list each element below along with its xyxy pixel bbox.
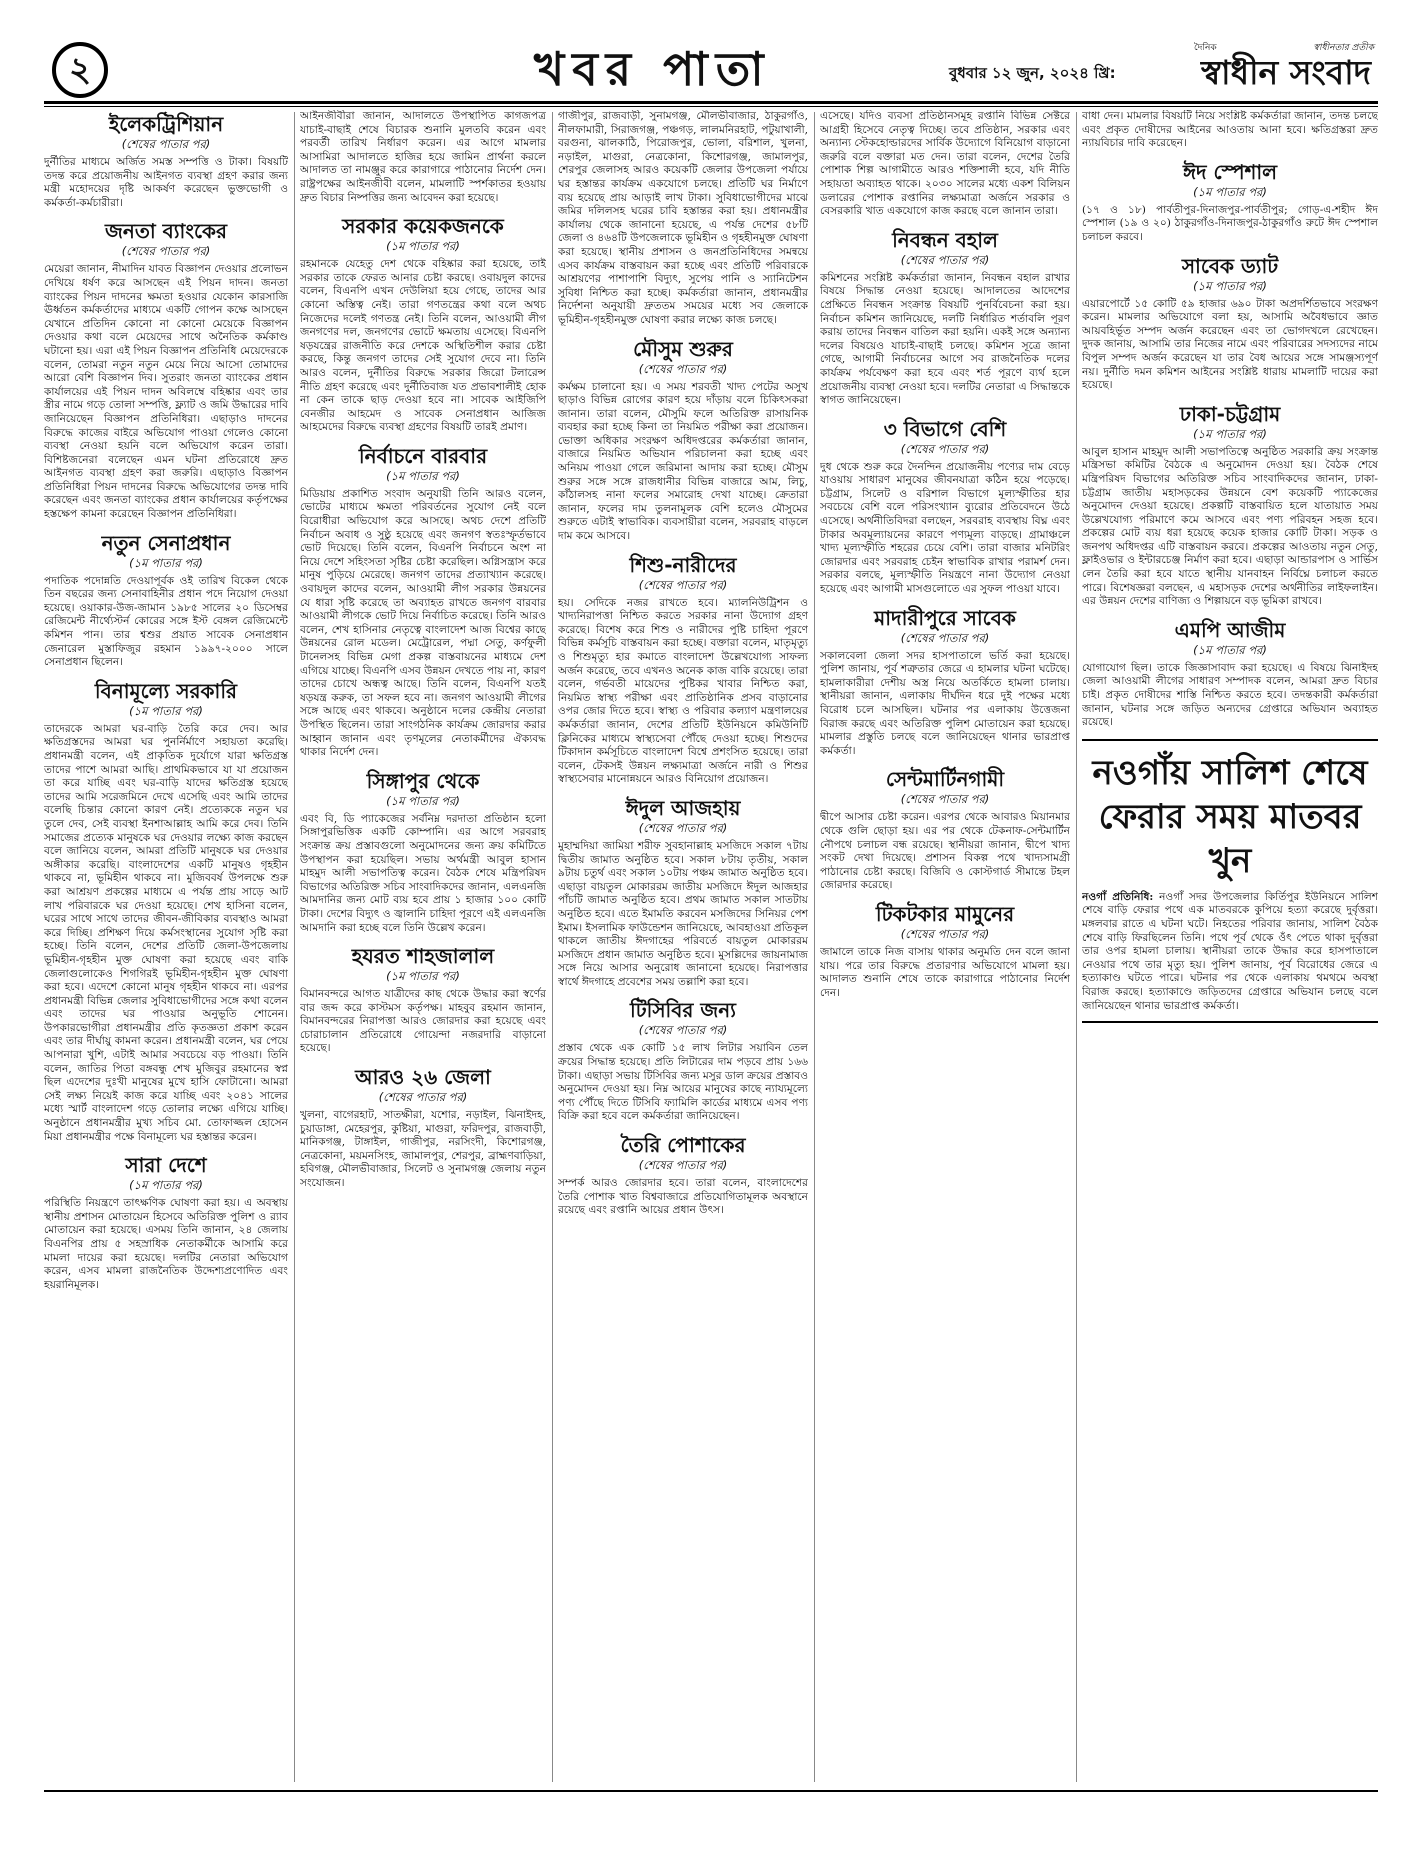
column-divider	[294, 112, 295, 1782]
story-body: কমিশনের সংশ্লিষ্ট কর্মকর্তারা জানান, নিবন্ধন বহাল রাখার বিষয়ে সিদ্ধান্ত নেওয়া হয়েছে। আদালতের আদেশের প্রেক্ষিতে নিবন্ধন সংক্রান্ত বিষয়টি পুনর্বিবেচনা করা হয়। নির্বাচন কমিশন জানিয়েছে, দলটি নির্ধারিত শর্তাবলি পূরণ করায় তাদের নিবন্ধন বাতিল করা হয়নি। একই সঙ্গে অন্যান্য দলের বিষয়েও যাচাই-বাছাই চলছে। কমিশন সূত্রে জানা গেছে, আগামী নির্বাচনের আগে সব রাজনৈতিক দলের কার্যক্রম পর্যবেক্ষণ করা হবে এবং শর্ত পূরণে ব্যর্থ হলে প্রয়োজনীয় ব্যবস্থা নেওয়া হবে। দলটির নেতারা এ সিদ্ধান্তকে স্বাগত জানিয়েছেন।	[820, 271, 1070, 407]
story-body: গাজীপুর, রাজবাড়ী, সুনামগঞ্জ, মৌলভীবাজার, ঠাকুরগাঁও, নীলফামারী, সিরাজগঞ্জ, পঞ্চগড়, লালমনিরহাট, পটুয়াখালী, বরগুনা, ঝালকাঠি, পিরোজপুর, ভোলা, বরিশাল, খুলনা, নড়াইল, মাগুরা, নেত্রকোনা, কিশোরগঞ্জ, জামালপুর, শেরপুর জেলাসহ আরও কয়েকটি জেলার উপজেলা পর্যায়ে ঘর হস্তান্তর কার্যক্রম একযোগে চলছে। প্রতিটি ঘর নির্মাণে ব্যয় হয়েছে প্রায় আড়াই লাখ টাকা। সুবিধাভোগীদের মাঝে জমির দলিলসহ ঘরের চাবি হস্তান্তর করা হয়। প্রধানমন্ত্রীর কার্যালয় থেকে জানানো হয়েছে, এ পর্যন্ত দেশের ৫৮টি জেলা ও ৪৬৪টি উপজেলাকে ভূমিহীন ও গৃহহীনমুক্ত ঘোষণা করা হয়েছে। স্থানীয় প্রশাসন ও জনপ্রতিনিধিদের সমন্বয়ে এসব কার্যক্রম বাস্তবায়ন করা হচ্ছে এবং প্রতিটি পরিবারকে আশ্রয়ণের পাশাপাশি বিদ্যুৎ, সুপেয় পানি ও স্যানিটেশন সুবিধা নিশ্চিত করা হচ্ছে। কর্মকর্তারা জানান, প্রধানমন্ত্রীর নির্দেশনা অনুযায়ী দ্রুততম সময়ের মধ্যে সব জেলাকে ভূমিহীন-গৃহহীনমুক্ত ঘোষণা করার লক্ষ্যে কাজ চলছে।	[558, 110, 808, 326]
story-headline: ঢাকা-চট্টগ্রাম	[1179, 401, 1281, 426]
continuation-note: (শেষের পাতার পর)	[638, 361, 728, 376]
story-body: জামালে তাকে নিজ বাসায় থাকার অনুমতি দেন বলে জানা যায়। পরে তার বিরুদ্ধে প্রতারণার অভিযোগে মামলা হয়। আদালত শুনানি শেষে তাকে কারাগারে পাঠানোর নির্দেশ দেন।	[820, 945, 1070, 999]
story-headline: টিকটকার মামুনের	[875, 901, 1015, 926]
story-headline: ঈদুল আজহায়	[625, 795, 741, 820]
feature-body	[1082, 891, 1378, 1013]
story-headline: সরকার কয়েকজনকে	[342, 214, 504, 239]
continuation-note: (শেষের পাতার পর)	[900, 252, 990, 267]
continuation-note: (শেষের পাতার পর)	[378, 1090, 468, 1105]
feature-story	[1082, 739, 1378, 1023]
header-rule-thin	[44, 106, 1378, 107]
continuation-note: (১ম পাতার পর)	[386, 969, 460, 984]
story-headline: ঈদ স্পেশাল	[1182, 159, 1278, 184]
story-body: মেয়েরা জানান, নীমাদিন যাবত বিজ্ঞাপন দেওয়ার প্রলোভন দেখিয়ে ধর্ষণ করে আসছেন এই পিয়ন দাদন। জনতা ব্যাংকের পিয়ন দাদনের ক্ষমতা হওয়ার যেকোন কারসাজি ঊর্ধ্বতন কর্মকর্তাদের মাধ্যমে একটি গোপন কক্ষে আসছেন যেখানে প্রতিদিন কোনো না কোনো মেয়েকে বিজ্ঞাপন দেওয়ার কথা বলে মেয়েদের সাথে অনৈতিক কর্মকাণ্ড ঘটানো হয়। এরা এই পিয়ন বিজ্ঞাপন প্রতিনিধি মেয়েদেরকে বলেন, তোমরা নতুন নতুন মেয়ে নিয়ে আসো তোমাদের আরো বেশি বিজ্ঞাপন দিব। সুতরাং জনতা ব্যাংকের প্রধান কার্যালয়ের এই পিয়ন দাদন অবিলম্বে বহিষ্কার এবং তার স্ত্রীর নামে গড়ে তোলা সম্পত্তি, ফ্ল্যাট ও জমি উদ্ধারের দাবি জানিয়েছেন বিজ্ঞাপন প্রতিনিধিরা। এছাড়াও দাদনের বিরুদ্ধে কাজের বাইরে অভিযোগ পাওয়া গেলেও কোনো ব্যবস্থা নেওয়া হয়নি বলে অভিযোগ করেন তারা। বিশিষ্টজনেরা বলেছেন এমন ঘটনা প্রতিরোধে দ্রুত আইনগত ব্যবস্থা গ্রহণ করা জরুরি। এছাড়াও বিজ্ঞাপন প্রতিনিধিরা পিয়ন দাদনের বিরুদ্ধে অভিযোগের তদন্ত দাবি করেছেন এবং জনতা ব্যাংকের প্রধান কার্যালয়ের কর্তৃপক্ষের হস্তক্ষেপ কামনা করেছেন বিজ্ঞাপন প্রতিনিধিরা।	[44, 263, 288, 521]
continuation-note: (১ম পাতার পর)	[129, 1178, 203, 1193]
story-body: এবং বি, ডি প্যাকেজের সর্বনিম্ন দরদাতা প্রতিষ্ঠান হলো সিঙ্গাপুরভিত্তিক একটি কোম্পানি। এর আগে সরবরাহ সংক্রান্ত ক্রয় প্রস্তাবগুলো অনুমোদনের জন্য ক্রয় কমিটিতে উপস্থাপন করা হয়েছিল। সভায় অর্থমন্ত্রী আবুল হাসান মাহমুদ আলী সভাপতিত্ব করেন। বৈঠক শেষে মন্ত্রিপরিষদ বিভাগের অতিরিক্ত সচিব সাংবাদিকদের জানান, এলএনজি আমদানির জন্য মোট ব্যয় হবে প্রায় ১ হাজার ১০০ কোটি টাকা। দেশের বিদ্যুৎ ও জ্বালানি চাহিদা পূরণে এই এলএনজি আমদানি করা হচ্ছে বলে তিনি উল্লেখ করেন।	[300, 812, 546, 934]
story-body: কর্মক্ষম চালানো হয়। এ সময় শরবতী খাদ্য পেটের অসুখ ছাড়াও বিভিন্ন রোগের কারণ হয়ে দাঁড়ায় বলে চিকিৎসকরা জানান। তারা বলেন, মৌসুমি ফলে অতিরিক্ত রাসায়নিক ব্যবহার করা হচ্ছে কিনা তা নিয়মিত পরীক্ষা করা প্রয়োজন। ভোক্তা অধিকার সংরক্ষণ অধিদপ্তরের কর্মকর্তারা জানান, বাজারে নিয়মিত অভিযান পরিচালনা করা হচ্ছে এবং অনিয়ম পাওয়া গেলে জরিমানা আদায় করা হচ্ছে। মৌসুম শুরুর সঙ্গে সঙ্গে রাজধানীর বিভিন্ন বাজারে আম, লিচু, কাঁঠালসহ নানা ফলের সমারোহ দেখা যাচ্ছে। ক্রেতারা জানান, ফলের দাম তুলনামূলক বেশি হলেও মৌসুমের শুরুতে এটাই স্বাভাবিক। ব্যবসায়ীরা বলেন, সরবরাহ বাড়লে দাম কমে আসবে।	[558, 380, 808, 543]
story-headline: জনতা ব্যাংকের	[105, 219, 227, 244]
continuation-note: (১ম পাতার পর)	[1193, 642, 1267, 657]
story-body: হয়। সেদিকে নজর রাখতে হবে। ম্যালনিউট্রিশন ও খাদ্যনিরাপত্তা নিশ্চিত করতে সরকার নানা উদ্যোগ গ্রহণ করেছে। বিশেষ করে শিশু ও নারীদের পুষ্টি চাহিদা পূরণে বিভিন্ন কর্মসূচি বাস্তবায়ন করা হচ্ছে। বক্তারা বলেন, মাতৃমৃত্যু ও শিশুমৃত্যু হার কমাতে বাংলাদেশ উল্লেখযোগ্য সাফল্য অর্জন করেছে, তবে এখনও অনেক কাজ বাকি রয়েছে। তারা বলেন, গর্ভবতী মায়েদের পুষ্টিকর খাবার নিশ্চিত করা, নিয়মিত স্বাস্থ্য পরীক্ষা এবং প্রাতিষ্ঠানিক প্রসব বাড়ানোর ওপর জোর দিতে হবে। স্বাস্থ্য ও পরিবার কল্যাণ মন্ত্রণালয়ের কর্মকর্তারা জানান, দেশের প্রতিটি ইউনিয়নে কমিউনিটি ক্লিনিকের মাধ্যমে স্বাস্থ্যসেবা পৌঁছে দেওয়া হচ্ছে। শিশুদের টিকাদান কর্মসূচিতে বাংলাদেশ বিশ্বে প্রশংসিত হয়েছে। তারা বলেন, টেকসই উন্নয়ন লক্ষ্যমাত্রা অর্জনে নারী ও শিশুর স্বাস্থ্যসেবার মানোন্নয়নে আরও বিনিয়োগ প্রয়োজন।	[558, 596, 808, 786]
continuation-note: (শেষের পাতার পর)	[638, 1023, 728, 1038]
column-divider	[814, 112, 815, 1782]
story-headline: ৩ বিভাগে বেশি	[883, 416, 1007, 441]
page-number-badge: ২	[52, 42, 108, 98]
brand-name: স্বাধীন সংবাদ	[1200, 53, 1372, 92]
story-body: বিমানবন্দরে আগত যাত্রীদের কাছ থেকে উদ্ধার করা স্বর্ণের বার জব্দ করে কাস্টমস কর্তৃপক্ষ। মাহবুব রহমান জানান, বিমানবন্দরের নিরাপত্তা আরও জোরদার করা হয়েছে এবং চোরাচালান প্রতিরোধে গোয়েন্দা নজরদারি বাড়ানো হয়েছে।	[300, 988, 546, 1055]
news-story	[44, 219, 288, 521]
story-headline: ইলেকট্রিশিয়ান	[108, 112, 224, 136]
news-story	[300, 1065, 546, 1191]
story-body: দ্বীপে আসার চেষ্টা করেন। এরপর থেকে আবারও মিয়ানমার থেকে গুলি ছোড়া হয়। এর পর থেকে টেকনাফ-সেন্টমার্টিন নৌপথে চলাচল বন্ধ রয়েছে। স্থানীয়রা জানান, দ্বীপে খাদ্য সংকট দেখা দিয়েছে। প্রশাসন বিকল্প পথে খাদ্যসামগ্রী পাঠানোর চেষ্টা করছে। বিজিবি ও কোস্টগার্ড সীমান্তে টহল জোরদার করেছে।	[820, 811, 1070, 892]
continuation-note: (১ম পাতার পর)	[386, 468, 460, 483]
story-headline: মাদারীপুরে সাবেক	[874, 605, 1016, 630]
story-body: এয়ারপোর্টে ১৫ কোটি ৫৯ হাজার ৬৯০ টাকা অপ্রদর্শিতভাবে সংরক্ষণ করেন। মামলার অভিযোগে বলা হয়, আসামি অবৈধভাবে জ্ঞাত আয়বহির্ভূত সম্পদ অর্জন করেছেন এবং তা ভোগদখলে রেখেছেন। দুদক জানায়, আসামি তার নিজের নামে এবং পরিবারের সদস্যদের নামে বিপুল সম্পদ অর্জন করেছেন যা তার বৈধ আয়ের সঙ্গে সামঞ্জস্যপূর্ণ নয়। দুর্নীতি দমন কমিশন আইনের সংশ্লিষ্ট ধারায় মামলাটি দায়ের করা হয়েছে।	[1082, 297, 1378, 392]
story-headline: বিনামূল্যে সরকারি	[94, 678, 238, 703]
story-body: যোগাযোগ ছিল। তাকে জিজ্ঞাসাবাদ করা হয়েছে। এ বিষয়ে ঝিনাইদহ জেলা আওয়ামী লীগের সাধারণ সম্পাদক বলেন, আমরা দ্রুত বিচার চাই। প্রকৃত দোষীদের শাস্তি নিশ্চিত করতে হবে। তদন্তকারী কর্মকর্তারা জানান, ঘটনার সঙ্গে জড়িত অন্যদের গ্রেপ্তারে অভিযান অব্যাহত রয়েছে।	[1082, 661, 1378, 729]
story-headline: সাবেক ড্যাট	[1181, 253, 1279, 278]
newspaper-logo	[1194, 40, 1378, 98]
news-story	[558, 796, 808, 990]
issue-date: বুধবার ১২ জুন, ২০২৪ খ্রি:	[949, 64, 1116, 82]
continuation-note: (১ম পাতার পর)	[386, 239, 460, 254]
news-story	[1082, 254, 1378, 393]
continuation-note: (শেষের পাতার পর)	[900, 926, 990, 941]
story-headline: সারা দেশে	[125, 1153, 207, 1178]
story-headline: শিশু-নারীদের	[629, 552, 737, 577]
news-story	[1082, 618, 1378, 730]
story-body: সকালবেলা জেলা সদর হাসপাতালে ভর্তি করা হয়েছে। পুলিশ জানায়, পূর্ব শত্রুতার জেরে এ হামলার ঘটনা ঘটেছে। হামলাকারীরা দেশীয় অস্ত্র নিয়ে অতর্কিতে হামলা চালায়। স্থানীয়রা জানান, এলাকায় দীর্ঘদিন ধরে দুই পক্ষের মধ্যে বিরোধ চলে আসছিল। ঘটনার পর এলাকায় উত্তেজনা বিরাজ করছে এবং অতিরিক্ত পুলিশ মোতায়েন করা হয়েছে। মামলার প্রস্তুতি চলছে বলে জানিয়েছেন থানার ভারপ্রাপ্ত কর্মকর্তা।	[820, 649, 1070, 757]
news-story	[44, 112, 288, 210]
column-divider	[552, 112, 553, 1782]
news-story	[1082, 110, 1378, 151]
story-headline: মৌসুম শুরুর	[633, 336, 733, 361]
column-5	[1082, 110, 1378, 1785]
story-headline: নিবন্ধন বহাল	[892, 227, 998, 252]
story-body: মুহাম্মদিয়া জামিয়া শরীফ সুবহানাল্লাহ মসজিদে সকাল ৭টায় দ্বিতীয় জামাত অনুষ্ঠিত হবে। সকাল ৮টায় তৃতীয়, সকাল ৯টায় চতুর্থ এবং সকাল ১০টায় পঞ্চম জামাত অনুষ্ঠিত হবে। এছাড়া বায়তুল মোকাররম জাতীয় মসজিদে ঈদুল আজহার পাঁচটি জামাত অনুষ্ঠিত হবে। প্রথম জামাত সকাল সাতটায় অনুষ্ঠিত হবে। এতে ইমামতি করবেন মসজিদের সিনিয়র পেশ ইমাম। ইসলামিক ফাউন্ডেশন জানিয়েছে, আবহাওয়া প্রতিকূল থাকলে জাতীয় ঈদগাহের পরিবর্তে বায়তুল মোকাররম মসজিদে প্রধান জামাত অনুষ্ঠিত হবে। মুসল্লিদের জায়নামাজ সঙ্গে নিয়ে আসার অনুরোধ জানানো হয়েছে। নিরাপত্তার স্বার্থে ঈদগাহে প্রবেশের সময় তল্লাশি করা হবে।	[558, 839, 808, 988]
story-headline: টিসিবির জন্য	[629, 998, 736, 1023]
continuation-note: (শেষের পাতার পর)	[900, 441, 990, 456]
news-story	[558, 337, 808, 544]
continuation-note: (শেষের পাতার পর)	[638, 1158, 728, 1173]
header-rule	[44, 101, 1378, 104]
news-story	[300, 214, 546, 435]
column-2	[300, 110, 546, 1785]
news-story	[820, 767, 1070, 893]
column-divider	[1076, 112, 1077, 1782]
news-story	[820, 228, 1070, 408]
story-body: সম্পর্ক আরও জোরদার হবে। তারা বলেন, বাংলাদেশের তৈরি পোশাক খাত বিশ্ববাজারে প্রতিযোগিতামূলক অবস্থানে রয়েছে এবং রপ্তানি আয়ের প্রধান উৎস।	[558, 1177, 808, 1217]
story-body: দুর্নীতির মাধ্যমে অর্জিত সমস্ত সম্পত্তি ও টাকা। বিষয়টি তদন্ত করে প্রয়োজনীয় আইনগত ব্যবস্থা গ্রহণ করার জন্য মন্ত্রী মহোদয়ের দৃষ্টি আকর্ষণ করেছেন ভুক্তভোগী ও কর্মকর্তা-কর্মচারীরা।	[44, 156, 288, 209]
column-3	[558, 110, 808, 1785]
continuation-note: (শেষের পাতার পর)	[121, 137, 211, 151]
section-title: খবর পাতা	[534, 42, 772, 96]
story-headline: আরও ২৬ জেলা	[355, 1065, 491, 1090]
continuation-note: (শেষের পাতার পর)	[900, 792, 990, 807]
masthead	[44, 40, 1378, 98]
news-story	[820, 606, 1070, 759]
news-story	[300, 444, 546, 760]
continuation-note: (শেষের পাতার পর)	[900, 630, 990, 645]
news-story	[1082, 402, 1378, 609]
story-body: পদাতিক পদোন্নতি দেওয়াপূর্বক ওই তারিখ বিকেল থেকে তিন বছরের জন্য সেনাবাহিনীর প্রধান পদে নিয়োগ দেওয়া হয়েছে। ওয়াকার-উজ-জামান ১৯৮৫ সালের ২০ ডিসেম্বর রেজিমেন্ট নীর্থ্যেস্টর্ন কোরের সঙ্গে ইস্ট বেঙ্গল রেজিমেন্টে কমিশন পান। তার শ্বশুর প্রয়াত সাবেক সেনাপ্রধান জেনারেল মুস্তাফিজুর রহমান ১৯৯৭-২০০০ সালে সেনাপ্রধান ছিলেন।	[44, 574, 288, 669]
continuation-note: (১ম পাতার পর)	[1193, 278, 1267, 293]
story-body: তাদেরকে আমরা ঘর-বাড়ি তৈরি করে দেব। আর ক্ষতিগ্রস্তদের আমরা ঘর পুনর্নির্মাণে সহায়তা করেছি। প্রধানমন্ত্রী বলেন, এই প্রাকৃতিক দুর্যোগে যারা ক্ষতিগ্রস্ত তাদের পাশে আমরা আছি। প্রাথমিকভাবে যা যা প্রয়োজন তা করে যাচ্ছি এবং ঘর-বাড়ি যাদের ক্ষতিগ্রস্ত হয়েছে তাদের আমি সরেজমিনে দেখে এসেছি এবং আমি তাদের বলেছি চিন্তার কোনো কারণ নেই। প্রত্যেককে নতুন ঘর তুলে দেব, সেই ব্যবস্থা ইনশাআল্লাহ আমি করে দেব। তিনি সমাজের প্রত্যেক মানুষকে ঘর দেওয়ার লক্ষ্যে কাজ করছেন বলে জানিয়ে বলেন, আমরা প্রতিটি মানুষকে ঘর দেওয়ার অঙ্গীকার করেছি। বাংলাদেশের একটি মানুষও গৃহহীন থাকবে না, ভূমিহীন থাকবে না। মুজিববর্ষ উপলক্ষে শুরু করা আশ্রয়ণ প্রকল্পের মাধ্যমে এ পর্যন্ত প্রায় সাড়ে আট লাখ পরিবারকে ঘর দেওয়া হয়েছে। শেখ হাসিনা বলেন, ঘরের সাথে সাথে তাদের জীবন-জীবিকার ব্যবস্থাও আমরা করে দিচ্ছি। প্রশিক্ষণ দিয়ে কর্মসংস্থানের সুযোগ সৃষ্টি করা হচ্ছে। তিনি বলেন, দেশের প্রতিটি জেলা-উপজেলায় ভূমিহীন-গৃহহীন মুক্ত ঘোষণা করা হয়েছে এবং বাকি জেলাগুলোকেও শিগগিরই ভূমিহীন-গৃহহীন মুক্ত ঘোষণা করা হবে। এদেশে কোনো মানুষ গৃহহীন থাকবে না। এরপর প্রধানমন্ত্রী বিভিন্ন জেলার সুবিধাভোগীদের সঙ্গে কথা বলেন এবং তাদের ঘর পাওয়ার অনুভূতি শোনেন। উপকারভোগীরা প্রধানমন্ত্রীর প্রতি কৃতজ্ঞতা প্রকাশ করেন এবং তার দীর্ঘায়ু কামনা করেন। প্রধানমন্ত্রী বলেন, ঘর পেয়ে আপনারা খুশি, এটাই আমার সবচেয়ে বড় পাওয়া। তিনি বলেন, জাতির পিতা বঙ্গবন্ধু শেখ মুজিবুর রহমানের স্বপ্ন ছিল এদেশের দুঃখী মানুষের মুখে হাসি ফোটানো। আমরা সেই লক্ষ্য নিয়েই কাজ করে যাচ্ছি এবং ২০৪১ সালের মধ্যে স্মার্ট বাংলাদেশ গড়ে তোলার লক্ষ্যে এগিয়ে যাচ্ছি। অনুষ্ঠানে প্রধানমন্ত্রীর মুখ্য সচিব মো. তোফাজ্জল হোসেন মিয়া প্রধানমন্ত্রীর পক্ষে বিনামূল্যে ঘর হস্তান্তর করেন।	[44, 722, 288, 1143]
column-1	[44, 110, 288, 1785]
story-body: দুধ থেকে শুরু করে দৈনন্দিন প্রয়োজনীয় পণ্যের দাম বেড়ে যাওয়ায় সাধারণ মানুষের জীবনযাত্রা কঠিন হয়ে পড়েছে। চট্টগ্রাম, সিলেট ও বরিশাল বিভাগে মূল্যস্ফীতির হার সবচেয়ে বেশি বলে পরিসংখ্যান ব্যুরোর প্রতিবেদনে উঠে এসেছে। অর্থনীতিবিদরা বলছেন, সরবরাহ ব্যবস্থায় বিঘ্ন এবং টাকার অবমূল্যায়নের কারণে পণ্যমূল্য বাড়ছে। গ্রামাঞ্চলে খাদ্য মূল্যস্ফীতি শহরের চেয়ে বেশি। তারা বাজার মনিটরিং জোরদার এবং সরবরাহ চেইন স্বাভাবিক রাখার পরামর্শ দেন। সরকার বলছে, মূল্যস্ফীতি নিয়ন্ত্রণে নানা উদ্যোগ নেওয়া হয়েছে এবং আগামী মাসগুলোতে এর সুফল পাওয়া যাবে।	[820, 460, 1070, 596]
news-story	[44, 1153, 288, 1292]
story-body: রহমানকে যেহেতু দেশ থেকে বহিষ্কার করা হয়েছে, তাই সরকার তাকে ফেরত আনার চেষ্টা করছে। ওবায়দুল কাদের বলেন, বিএনপি এখন দেউলিয়া হয়ে গেছে, তাদের আর কোনো অস্তিত্ব নেই। তারা গণতন্ত্রের কথা বলে অথচ নিজেদের দলেই গণতন্ত্র নেই। তিনি বলেন, আওয়ামী লীগ জনগণের দল, জনগণের ভোটে ক্ষমতায় এসেছে। বিএনপি ষড়যন্ত্রের রাজনীতি করে দেশকে অস্থিতিশীল করার চেষ্টা করছে, কিন্তু জনগণ তাদের সেই সুযোগ দেবে না। তিনি আরও বলেন, দুর্নীতির বিরুদ্ধে সরকার জিরো টলারেন্স নীতি গ্রহণ করেছে এবং দুর্নীতিবাজ যত প্রভাবশালীই হোক না কেন তাকে ছাড় দেওয়া হবে না। সাবেক আইজিপি বেনজীর আহমেদ ও সাবেক সেনাপ্রধান আজিজ আহমেদের বিরুদ্ধে ব্যবস্থা গ্রহণের বিষয়টি তারই প্রমাণ।	[300, 258, 546, 434]
story-headline: এমপি আজীম	[1174, 617, 1286, 642]
continuation-note: (১ম পাতার পর)	[129, 703, 203, 718]
news-story	[558, 998, 808, 1124]
story-body: আবুল হাসান মাহমুদ আলী সভাপতিত্বে অনুষ্ঠিত সরকারি ক্রয় সংক্রান্ত মন্ত্রিসভা কমিটির বৈঠকে এ অনুমোদন দেওয়া হয়। বৈঠক শেষে মন্ত্রিপরিষদ বিভাগের অতিরিক্ত সচিব সাংবাদিকদের জানান, ঢাকা-চট্টগ্রাম জাতীয় মহাসড়কের উন্নয়নে বেশ কয়েকটি প্যাকেজের অনুমোদন দেওয়া হয়েছে। প্রকল্পটি বাস্তবায়িত হলে যাতায়াত সময় উল্লেখযোগ্য পরিমাণে কমে আসবে এবং পণ্য পরিবহন সহজ হবে। প্রকল্পের মোট ব্যয় ধরা হয়েছে কয়েক হাজার কোটি টাকা। সড়ক ও জনপথ অধিদপ্তর এটি বাস্তবায়ন করবে। প্রকল্পের আওতায় নতুন সেতু, ফ্লাইওভার ও ইন্টারচেঞ্জ নির্মাণ করা হবে। এছাড়া আন্ডারপাস ও সার্ভিস লেন তৈরি করা হবে যাতে স্থানীয় যানবাহন নির্বিঘ্নে চলাচল করতে পারে। বিশেষজ্ঞরা বলছেন, এ মহাসড়ক দেশের অর্থনীতির লাইফলাইন। এর উন্নয়ন দেশের বাণিজ্য ও শিল্পায়নে বড় ভূমিকা রাখবে।	[1082, 445, 1378, 608]
story-body: প্রস্তাব থেকে এক কোটি ১৫ লাখ লিটার সয়াবিন তেল ক্রয়ের সিদ্ধান্ত হয়েছে। প্রতি লিটারের দাম পড়বে প্রায় ১৬৬ টাকা। এছাড়া সভায় টিসিবির জন্য মসুর ডাল ক্রয়ের প্রস্তাবও অনুমোদন দেওয়া হয়। নিম্ন আয়ের মানুষের কাছে ন্যায্যমূল্যে পণ্য পৌঁছে দিতে টিসিবি ফ্যামিলি কার্ডের মাধ্যমে এসব পণ্য বিক্রি করা হবে বলে কর্মকর্তারা জানিয়েছেন।	[558, 1042, 808, 1123]
news-story	[1082, 160, 1378, 245]
story-body: পরিস্থিতি নিয়ন্ত্রণে তাৎক্ষণিক ঘোষণা করা হয়। এ অবস্থায় স্থানীয় প্রশাসন মোতায়েন হিসেবে অতিরিক্ত পুলিশ ও র‌্যাব মোতায়েন করা হয়েছে। এসময় তিনি জানান, ২৪ জেলায় বিএনপির প্রায় ৫ সহস্রাধিক নেতাকর্মীকে আসামি করে মামলা দায়ের করা হয়েছে। দলটির নেতারা অভিযোগ করেন, এসব মামলা রাজনৈতিক উদ্দেশ্যপ্রণোদিত এবং হয়রানিমূলক।	[44, 1197, 288, 1291]
continuation-note: (১ম পাতার পর)	[386, 793, 460, 808]
story-headline: হযরত শাহজালাল	[351, 944, 495, 969]
story-body: খুলনা, বাগেরহাট, সাতক্ষীরা, যশোর, নড়াইল, ঝিনাইদহ, চুয়াডাঙ্গা, মেহেরপুর, কুষ্টিয়া, মাগুরা, ফরিদপুর, রাজবাড়ী, মানিকগঞ্জ, টাঙ্গাইল, গাজীপুর, নরসিংদী, কিশোরগঞ্জ, নেত্রকোনা, ময়মনসিংহ, জামালপুর, শেরপুর, ব্রাহ্মণবাড়িয়া, হবিগঞ্জ, মৌলভীবাজার, সিলেট ও সুনামগঞ্জ জেলায় নতুন সংযোজন।	[300, 1109, 546, 1190]
story-headline: নির্বাচনে বারবার	[358, 443, 488, 468]
continuation-note: (১ম পাতার পর)	[1193, 184, 1267, 199]
continuation-note: (১ম পাতার পর)	[1193, 426, 1267, 441]
news-story	[820, 110, 1070, 219]
continuation-note: (শেষের পাতার পর)	[638, 577, 728, 592]
continuation-note: (১ম পাতার পর)	[129, 555, 203, 570]
story-body: এসেছে। যদিও ব্যবসা প্রতিষ্ঠানসমূহ রপ্তানি বিভিন্ন সেক্টরে আগ্রহী হিসেবে নেতৃত্ব দিচ্ছে। তবে প্রতিষ্ঠান, সরকার এবং অন্যান্য স্টেকহোল্ডারদের সার্বিক উদ্যোগে বিনিয়োগ বাড়ানো জরুরি বলে বক্তারা মত দেন। তারা বলেন, দেশের তৈরি পোশাক শিল্প আগামীতে আরও শক্তিশালী হবে, যদি নীতি সহায়তা অব্যাহত থাকে। ২০৩০ সালের মধ্যে একশ বিলিয়ন ডলারের পোশাক রপ্তানির লক্ষ্যমাত্রা অর্জনে সরকার ও বেসরকারি খাত একযোগে কাজ করছে বলে জানান তারা।	[820, 110, 1070, 218]
news-story	[44, 531, 288, 670]
feature-headline: নওগাঁয় সালিশ শেষে ফেরার সময় মাতবর খুন	[1092, 752, 1368, 881]
story-body: মিডিয়ায় প্রকাশিত সংবাদ অনুযায়ী তিনি আরও বলেন, ভোটের মাধ্যমে ক্ষমতা পরিবর্তনের সুযোগ নেই বলে বিরোধীরা অভিযোগ করে আসছে। অথচ দেশে প্রতিটি নির্বাচন অবাধ ও সুষ্ঠু হয়েছে এবং জনগণ স্বতঃস্ফূর্তভাবে ভোট দিয়েছে। তিনি বলেন, বিএনপি নির্বাচনে অংশ না নিয়ে দেশে সহিংসতা সৃষ্টির চেষ্টা করেছিল। অগ্নিসন্ত্রাস করে মানুষ পুড়িয়ে মেরেছে। জনগণ তাদের প্রত্যাখ্যান করেছে। ওবায়দুল কাদের বলেন, আওয়ামী লীগ সরকার উন্নয়নের যে ধারা সৃষ্টি করেছে তা অব্যাহত রাখতে জনগণ বারবার আওয়ামী লীগকে ভোট দিয়ে নির্বাচিত করেছে। তিনি আরও বলেন, শেখ হাসিনার নেতৃত্বে বাংলাদেশ আজ বিশ্বের কাছে উন্নয়নের রোল মডেল। মেট্রোরেল, পদ্মা সেতু, কর্ণফুলী টানেলসহ বিভিন্ন মেগা প্রকল্প বাস্তবায়নের মাধ্যমে দেশ এগিয়ে যাচ্ছে। বিএনপি এসব উন্নয়ন দেখতে পায় না, কারণ তাদের চোখে অন্ধত্ব আছে। তিনি বলেন, বিএনপি যতই ষড়যন্ত্র করুক, তা সফল হবে না। জনগণ আওয়ামী লীগের সঙ্গে আছে এবং থাকবে। অনুষ্ঠানে দলের কেন্দ্রীয় নেতারা উপস্থিত ছিলেন। তারা সাংগঠনিক কার্যক্রম জোরদার করার আহ্বান জানান এবং তৃণমূলের নেতাকর্মীদের ঐক্যবদ্ধ থাকার নির্দেশ দেন।	[300, 487, 546, 759]
news-story	[820, 902, 1070, 1000]
story-body: বাধা দেন। মামলার বিষয়টি নিয়ে সংশ্লিষ্ট কর্মকর্তারা জানান, তদন্ত চলছে এবং প্রকৃত দোষীদের আইনের আওতায় আনা হবে। ক্ষতিগ্রস্তরা দ্রুত ন্যায়বিচার দাবি করেছেন।	[1082, 110, 1378, 150]
story-headline: সেন্টমার্টিনগামী	[885, 767, 1005, 792]
footer-rule	[44, 1790, 1378, 1792]
column-4	[820, 110, 1070, 1785]
story-body: (১৭ ও ১৮) পার্বতীপুর-দিনাজপুর-পার্বতীপুর; গোড়-এ-শহীদ ঈদ স্পেশাল (১৯ ও ২০) ঠাকুরগাঁও-দিনাজপুর-ঠাকুরগাঁও রুটে ঈদ স্পেশাল চলাচল করবে।	[1082, 203, 1378, 243]
continuation-note: (শেষের পাতার পর)	[638, 820, 728, 835]
story-headline: সিঙ্গাপুর থেকে	[366, 768, 480, 793]
news-story	[300, 769, 546, 935]
byline: নওগাঁ প্রতিনিধি:	[1082, 890, 1154, 903]
continuation-note: (শেষের পাতার পর)	[121, 244, 211, 259]
news-story	[558, 110, 808, 328]
news-story	[300, 110, 546, 205]
brand-tag: দৈনিক	[1194, 43, 1217, 53]
news-story	[44, 679, 288, 1144]
news-story	[300, 944, 546, 1056]
news-story	[558, 553, 808, 787]
story-body: আইনজীবীরা জানান, আদালতে উপস্থাপিত কাগজপত্র যাচাই-বাছাই শেষে বিচারক শুনানি মুলতবি করেন এবং পরবর্তী তারিখ নির্ধারণ করেন। এর আগে মামলার আসামিরা আদালতে হাজির হয়ে জামিন প্রার্থনা করলে আদালত তা নামঞ্জুর করে কারাগারে পাঠানোর নির্দেশ দেন। রাষ্ট্রপক্ষের আইনজীবী বলেন, মামলাটি স্পর্শকাতর হওয়ায় দ্রুত বিচার নিষ্পত্তির জন্য আবেদন করা হয়েছে।	[300, 110, 546, 204]
story-headline: নতুন সেনাপ্রধান	[101, 530, 231, 555]
story-headline: তৈরি পোশাকের	[620, 1133, 746, 1158]
news-story	[820, 417, 1070, 597]
feature-text: নওগাঁ সদর উপজেলার কির্তিপুর ইউনিয়নে সালিশ শেষে বাড়ি ফেরার পথে এক মাতবরকে কুপিয়ে হত্যা করেছে দুর্বৃত্তরা। মঙ্গলবার রাতে এ ঘটনা ঘটে। নিহতের পরিবার জানায়, সালিশ বৈঠক শেষে বাড়ি ফিরছিলেন তিনি। পথে পূর্ব থেকে ওঁৎ পেতে থাকা দুর্বৃত্তরা তার ওপর হামলা চালায়। স্থানীয়রা তাকে উদ্ধার করে হাসপাতালে নেওয়ার পথে তার মৃত্যু হয়। পুলিশ জানায়, পূর্ব বিরোধের জেরে এ হত্যাকাণ্ড ঘটতে পারে। ঘটনার পর থেকে এলাকায় থমথমে অবস্থা বিরাজ করছে। হত্যাকাণ্ডে জড়িতদের গ্রেপ্তারে অভিযান চলছে বলে জানিয়েছেন থানার ভারপ্রাপ্ত কর্মকর্তা।	[1082, 890, 1378, 1012]
news-story	[558, 1133, 808, 1218]
brand-slogan: স্বাধীনতার প্রতীক	[1313, 43, 1374, 53]
